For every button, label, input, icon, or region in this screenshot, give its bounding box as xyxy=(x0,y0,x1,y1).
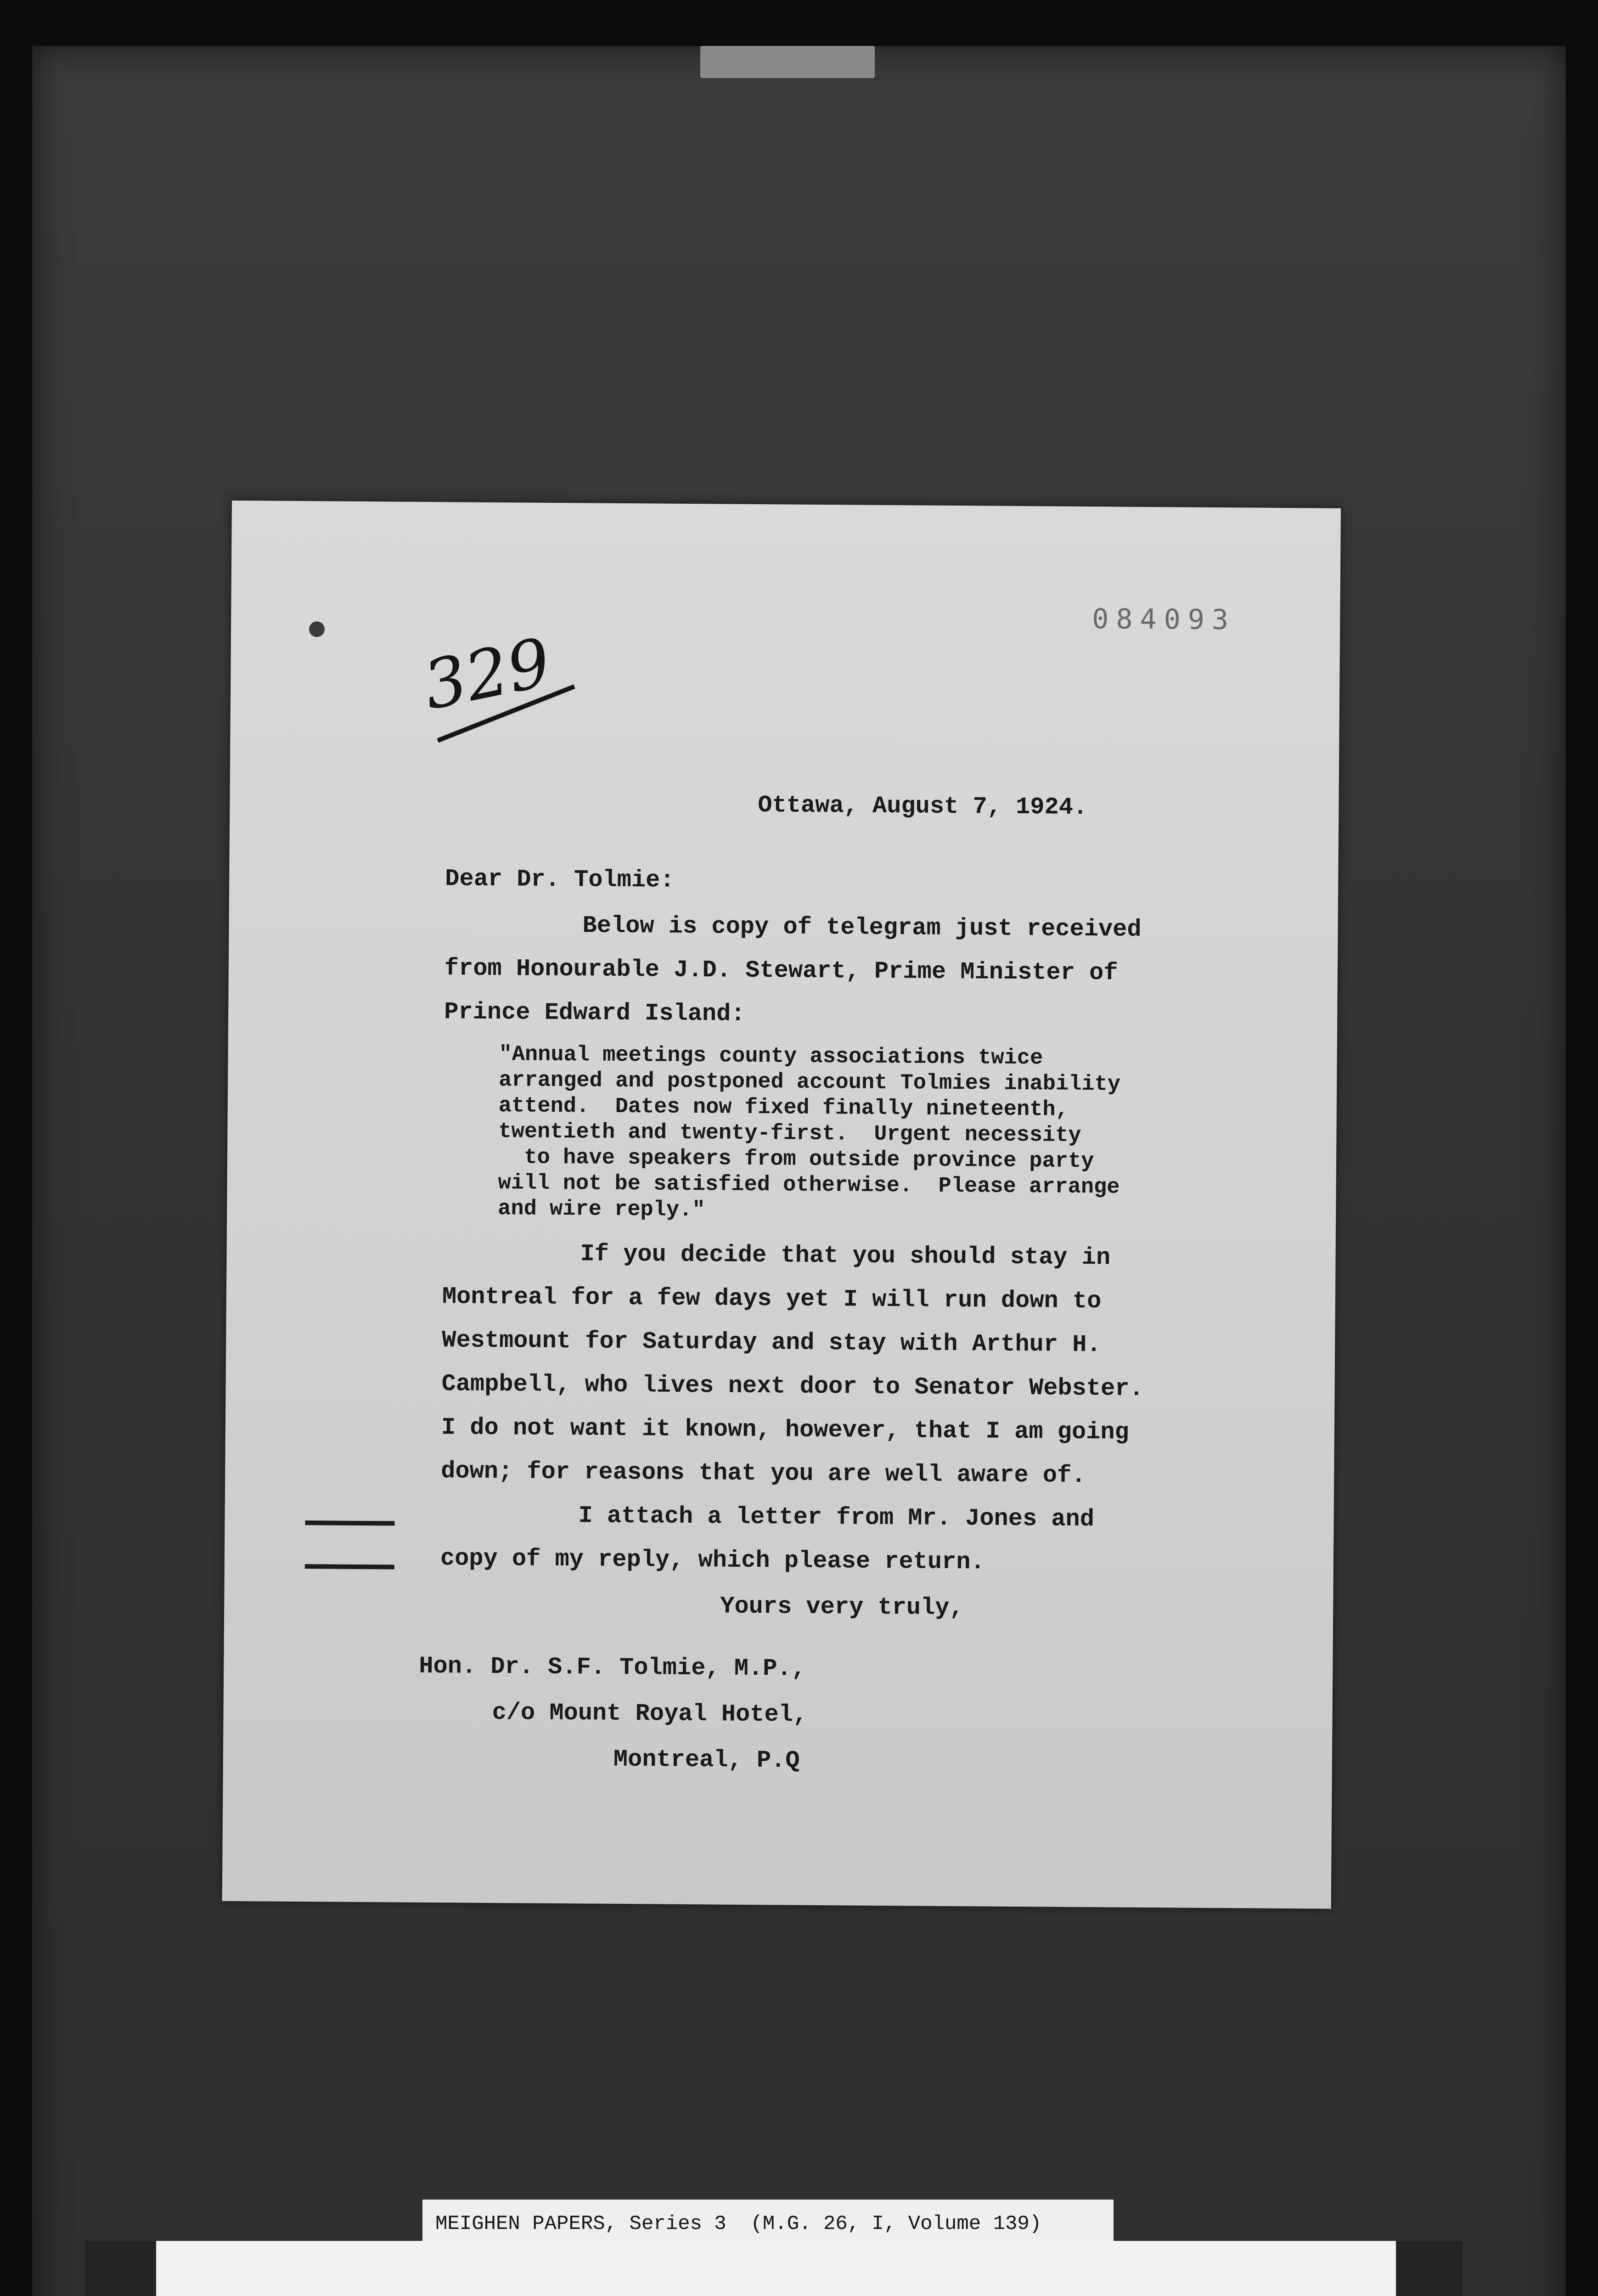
telegram-line: "Annual meetings county associations twice xyxy=(499,1042,1043,1071)
body-line: If you decide that you should stay in xyxy=(580,1240,1111,1272)
margin-mark xyxy=(305,1520,394,1525)
punch-hole-dot xyxy=(309,621,325,637)
archives-label xyxy=(156,2241,1396,2296)
body-line: Montreal for a few days yet I will run down to xyxy=(442,1283,1102,1315)
address-line: Hon. Dr. S.F. Tolmie, M.P., xyxy=(419,1652,806,1683)
caption-text: MEIGHEN PAPERS, Series 3 (M.G. 26, I, Volume 139) xyxy=(435,2212,1042,2235)
margin-mark xyxy=(305,1564,394,1569)
dateline: Ottawa, August 7, 1924. xyxy=(758,792,1088,822)
body-line: Westmount for Saturday and stay with Arthur H. xyxy=(442,1327,1101,1359)
intro-line: from Honourable J.D. Stewart, Prime Minister of xyxy=(444,955,1118,987)
telegram-line: arranged and postponed account Tolmies inability xyxy=(499,1068,1121,1097)
intro-line: Below is copy of telegram just received xyxy=(582,912,1142,943)
address-line: c/o Mount Royal Hotel, xyxy=(492,1699,808,1728)
body-line: I do not want it known, however, that I am going xyxy=(441,1414,1129,1446)
body-line: down; for reasons that you are well aware of. xyxy=(441,1458,1086,1490)
handwritten-folio-number: 329 xyxy=(417,623,557,725)
body-line: I attach a letter from Mr. Jones and xyxy=(578,1502,1095,1533)
binder-clip xyxy=(700,46,875,78)
document-number-stamp: 084093 xyxy=(1092,603,1236,636)
telegram-line: will not be satisfied otherwise. Please arrange xyxy=(498,1171,1120,1200)
closing: Yours very truly, xyxy=(720,1593,964,1622)
telegram-line: to have speakers from outside province party xyxy=(498,1145,1094,1174)
telegram-line: twentieth and twenty-first. Urgent necessity xyxy=(498,1120,1081,1148)
salutation: Dear Dr. Tolmie: xyxy=(445,865,675,894)
telegram-line: attend. Dates now fixed finally nineteenth, xyxy=(498,1094,1069,1122)
typed-letter-page xyxy=(222,501,1341,1909)
telegram-line: and wire reply." xyxy=(498,1197,705,1223)
intro-line: Prince Edward Island: xyxy=(444,998,745,1028)
body-line: Campbell, who lives next door to Senator Webster. xyxy=(441,1370,1144,1402)
address-line: Montreal, P.Q xyxy=(613,1745,800,1774)
body-line: copy of my reply, which please return. xyxy=(440,1545,985,1576)
